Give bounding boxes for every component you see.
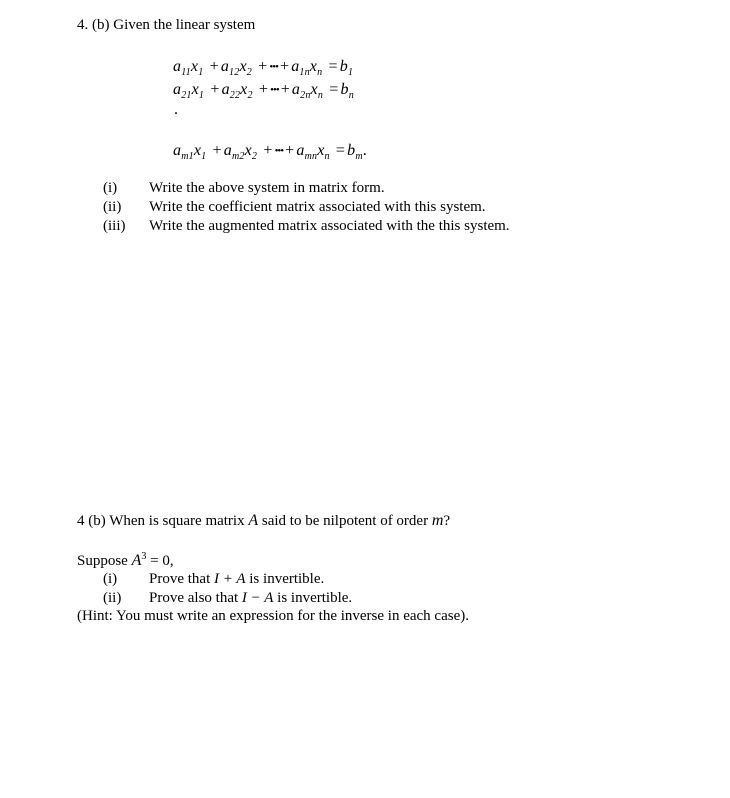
item-label: (i)	[103, 180, 118, 196]
item-label: (ii)	[103, 590, 122, 606]
item-label: (iii)	[103, 218, 126, 234]
equation-row-1: $a_{11}x_1 + a_{12}x_2$ + ••• + $a_{1n}x_n = b_1$	[173, 58, 354, 78]
list-item	[103, 571, 324, 588]
item-text: Write the above system in matrix form.	[149, 180, 385, 196]
item-text: Write the coefficient matrix associated with this system.	[149, 199, 486, 215]
equation-row-2: $a_{21}x_1 + a_{22}x_2$ + ••• + $a_{2n}x_n = b_n$	[173, 81, 354, 101]
item-text: Prove that I + A is invertible.	[149, 571, 325, 587]
item-label: (i)	[103, 571, 118, 587]
list-item	[103, 180, 385, 197]
equation-row-m: $a_{m1}x_1 + a_{m2}x_2$ + ••• + $a_{mn}x_n = b_m$.	[173, 142, 367, 162]
suppose-statement: Suppose $A^3 = 0$,	[77, 551, 174, 569]
list-item	[103, 199, 486, 216]
item-text: Write the augmented matrix associated with the this system.	[149, 218, 510, 234]
item-label: (ii)	[103, 199, 122, 215]
question-heading: 4. (b) Given the linear system	[77, 17, 256, 33]
item-text: Prove also that I − A is invertible.	[149, 590, 353, 606]
list-item	[103, 218, 510, 235]
list-item	[103, 590, 352, 607]
vertical-ellipsis-dot: .	[174, 101, 178, 118]
hint-text: (Hint: You must write an expression for the inverse in each case).	[77, 608, 469, 624]
nilpotent-question: 4 (b) When is square matrix A said to be nilpotent of order m?	[77, 512, 451, 529]
